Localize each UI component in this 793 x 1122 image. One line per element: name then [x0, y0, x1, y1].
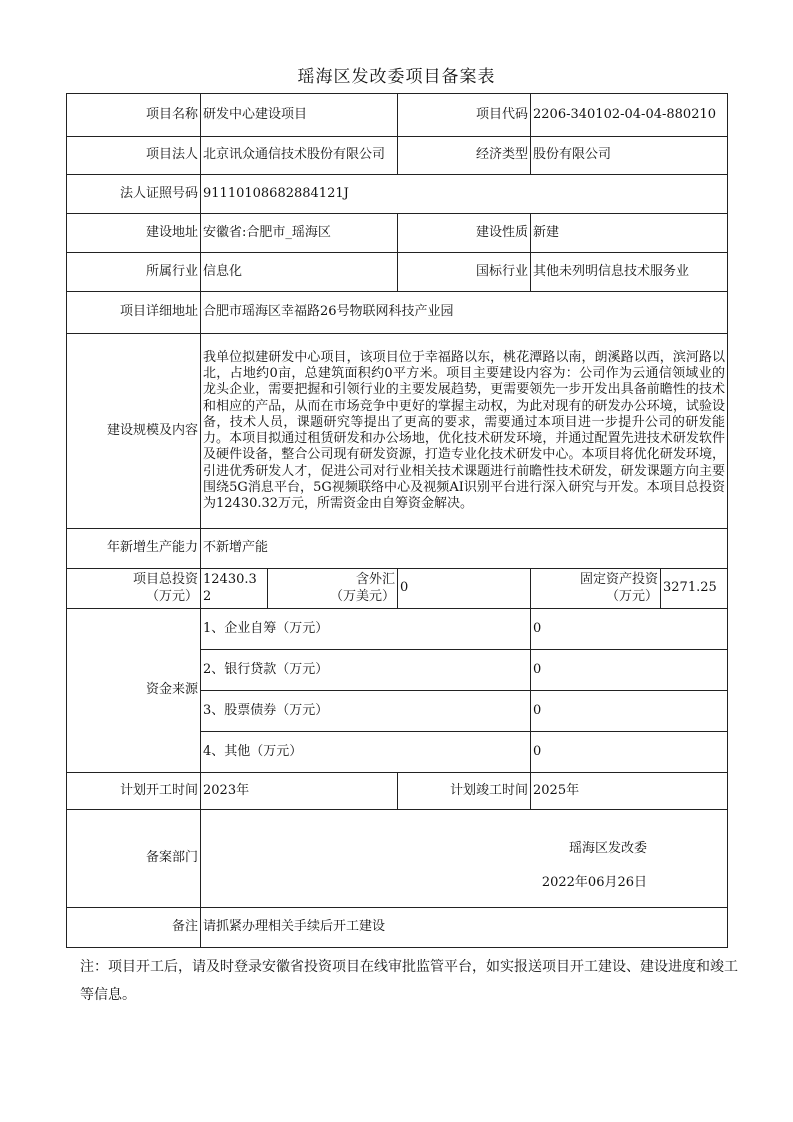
foreign-label-text: 含外汇 [356, 572, 396, 588]
address-label: 项目详细地址 [67, 292, 201, 334]
remark-value: 请抓紧办理相关手续后开工建设 [201, 908, 728, 948]
fixed-unit: （万元） [606, 588, 659, 604]
department-label: 备案部门 [67, 810, 201, 908]
fund-source-name: 4、其他（万元） [201, 732, 531, 773]
fund-source-value: 0 [531, 691, 728, 732]
industry-label: 所属行业 [67, 253, 201, 292]
national-industry-label: 国标行业 [398, 253, 531, 292]
form-title: 瑶海区发改委项目备案表 [297, 67, 496, 87]
address-value: 合肥市瑶海区幸福路26号物联网科技产业园 [201, 292, 728, 334]
cert-no-label: 法人证照号码 [67, 175, 201, 214]
location-value: 安徽省:合肥市_瑶海区 [201, 214, 398, 253]
row-department [67, 810, 728, 908]
scale-value: 我单位拟建研发中心项目，该项目位于幸福路以东，桃花潭路以南，朗溪路以西，滨河路以北，占地约0亩，总建筑面积约0平方米。项目主要建设内容为：公司作为云通信领域业的龙头企业，需要把握和引领行业的主要发展趋势，更需要领先一步开发出具备前瞻性的技术和相应的产品，从而在市场竞争中更好的掌握主动权，为此对现有的研发办公环境，试验设备，技术人员，课题研究等提出了更高的要求，需要通过本项目进一步提升公司的研发能力。本项目拟通过租赁研发和办公场地，优化技术研发环境，并通过配置先进技术研发软件及硬件设备，整合公司现有研发资源，打造专业化技术研发中心。本项目将优化研发环境，引进优秀研发人才，促进公司对行业相关技术课题进行前瞻性技术研发，研发课题方向主要围绕5G消息平台，5G视频联络中心及视频AI识别平台进行深入研究与开发。本项目总投资为12430.32万元，所需资金由自筹资金解决。 [201, 334, 728, 529]
filing-form-table [66, 93, 728, 948]
total-invest-label-text: 项目总投资 [132, 572, 198, 588]
fund-source-name: 1、企业自筹（万元） [201, 609, 531, 650]
industry-value: 信息化 [201, 253, 398, 292]
remark-label: 备注 [67, 908, 201, 948]
row-fund-1 [67, 609, 728, 650]
start-time-label: 计划开工时间 [67, 773, 201, 810]
project-code-label: 项目代码 [398, 94, 531, 137]
nature-value: 新建 [531, 214, 728, 253]
foreign-value: 0 [398, 569, 531, 609]
fund-source-value: 0 [531, 732, 728, 773]
capacity-value: 不新增产能 [201, 529, 728, 569]
department-org: 瑶海区发改委 [569, 840, 648, 856]
project-name-value: 研发中心建设项目 [201, 94, 398, 137]
row-location [67, 214, 728, 253]
economy-type-label: 经济类型 [398, 137, 531, 175]
cert-no-value: 91110108682884121J [201, 175, 728, 214]
fund-source-value: 0 [531, 650, 728, 691]
row-schedule [67, 773, 728, 810]
department-block [201, 811, 727, 907]
fund-source-name: 2、银行贷款（万元） [201, 650, 531, 691]
fund-source-name: 3、股票债券（万元） [201, 691, 531, 732]
footer-note: 注：项目开工后，请及时登录安徽省投资项目在线审批监管平台，如实报送项目开工建设、建设进度和竣工等信息。 [80, 959, 738, 1003]
row-capacity [67, 529, 728, 569]
row-legal-person [67, 137, 728, 175]
foreign-label [268, 569, 398, 609]
economy-type-value: 股份有限公司 [531, 137, 728, 175]
total-invest-value: 12430.32 [201, 569, 268, 609]
fund-source-label: 资金来源 [67, 609, 201, 773]
row-remark [67, 908, 728, 948]
end-time-label: 计划竣工时间 [398, 773, 531, 810]
fixed-label [531, 569, 661, 609]
fixed-label-text: 固定资产投资 [580, 572, 659, 588]
row-cert-no [67, 175, 728, 214]
project-code-value: 2206-340102-04-04-880210 [531, 94, 728, 137]
nature-label: 建设性质 [398, 214, 531, 253]
fixed-value: 3271.25 [661, 569, 728, 609]
location-label: 建设地址 [67, 214, 201, 253]
row-scale [67, 334, 728, 529]
national-industry-value: 其他未列明信息技术服务业 [531, 253, 728, 292]
row-project-name [67, 94, 728, 137]
end-time-value: 2025年 [531, 773, 728, 810]
total-invest-unit: （万元） [145, 588, 198, 604]
department-cell [201, 810, 728, 908]
start-time-value: 2023年 [201, 773, 398, 810]
project-name-label: 项目名称 [67, 94, 201, 137]
row-investment [67, 569, 728, 609]
row-address [67, 292, 728, 334]
legal-person-label: 项目法人 [67, 137, 201, 175]
legal-person-value: 北京讯众通信技术股份有限公司 [201, 137, 398, 175]
foreign-unit: （万美元） [330, 588, 396, 604]
capacity-label: 年新增生产能力 [67, 529, 201, 569]
department-date: 2022年06月26日 [541, 874, 648, 890]
row-industry [67, 253, 728, 292]
total-invest-label [67, 569, 201, 609]
fund-source-value: 0 [531, 609, 728, 650]
scale-label: 建设规模及内容 [67, 334, 201, 529]
